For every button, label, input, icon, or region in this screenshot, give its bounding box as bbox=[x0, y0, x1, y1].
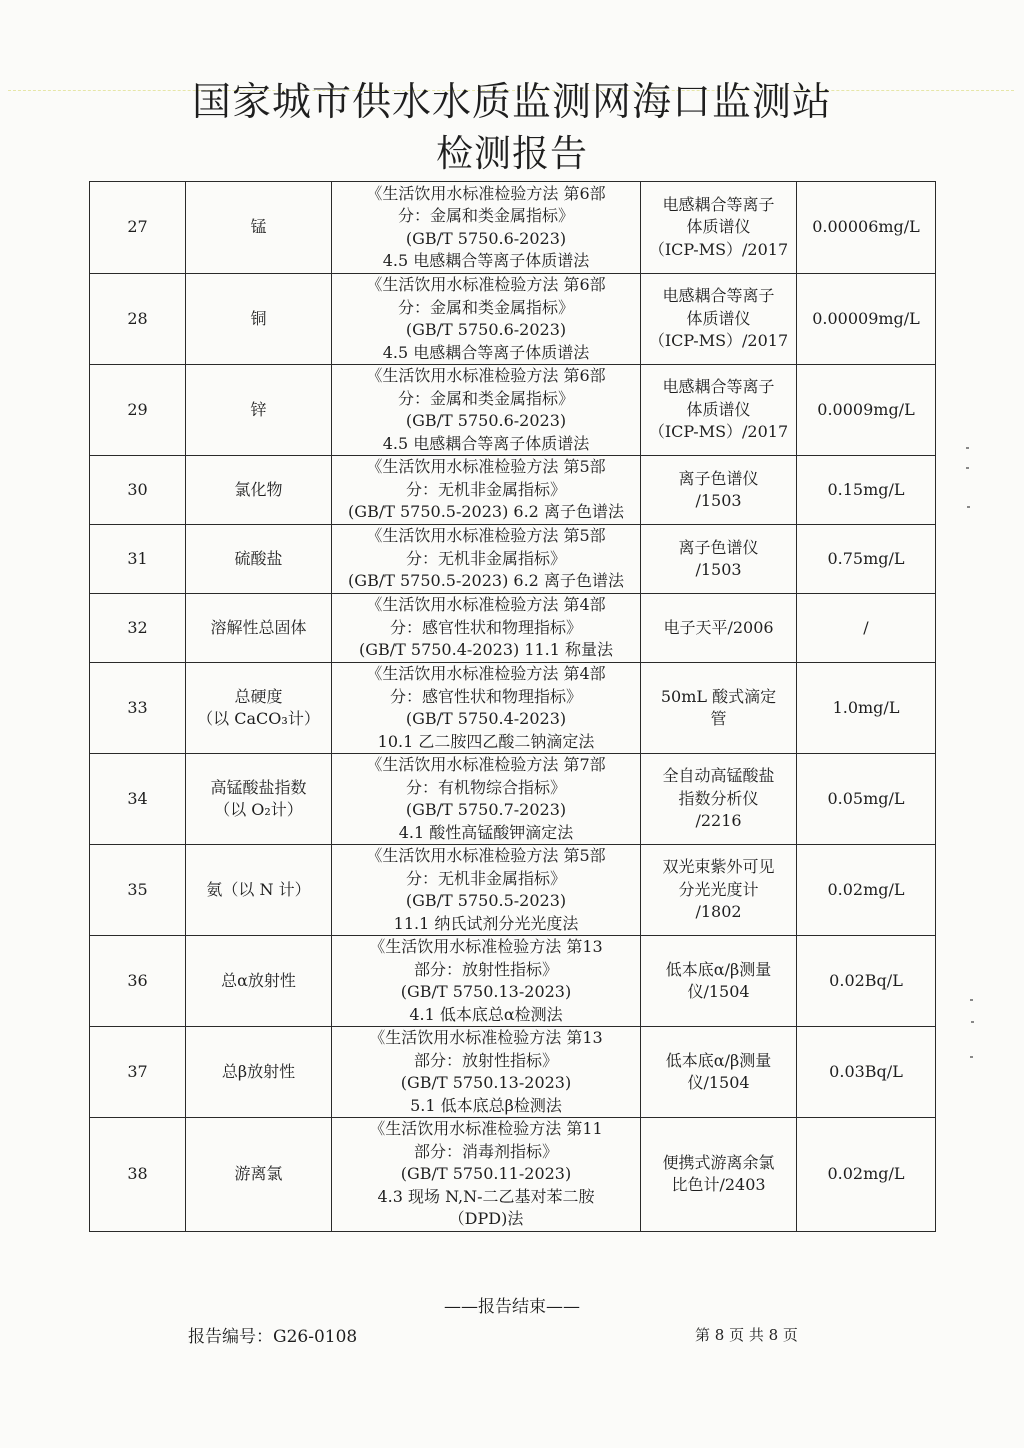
scan-speck bbox=[967, 506, 970, 508]
test-method-cell: 《生活饮用水标准检验方法 第7部 分：有机物综合指标》 (GB/T 5750.7-2023) 4.1 酸性高锰酸钾滴定法 bbox=[332, 754, 641, 845]
test-method-cell: 《生活饮用水标准检验方法 第6部 分：金属和类金属指标》 (GB/T 5750.6-2023) 4.5 电感耦合等离子体质谱法 bbox=[332, 182, 641, 274]
test-method-cell: 《生活饮用水标准检验方法 第5部 分：无机非金属指标》 (GB/T 5750.5-2023) 6.2 离子色谱法 bbox=[332, 525, 641, 594]
test-item-cell: 溶解性总固体 bbox=[186, 594, 332, 663]
scan-speck bbox=[970, 1056, 973, 1058]
test-item-cell: 氨（以 N 计） bbox=[186, 845, 332, 936]
page-number: 第 8 页 共 8 页 bbox=[695, 1326, 798, 1344]
table-row bbox=[90, 456, 936, 525]
instrument-cell: 离子色谱仪 /1503 bbox=[641, 456, 797, 525]
test-method-cell: 《生活饮用水标准检验方法 第11 部分：消毒剂指标》 (GB/T 5750.11-2023) 4.3 现场 N,N-二乙基对苯二胺 （DPD)法 bbox=[332, 1118, 641, 1232]
table-row bbox=[90, 663, 936, 754]
test-method-cell: 《生活饮用水标准检验方法 第6部 分：金属和类金属指标》 (GB/T 5750.6-2023) 4.5 电感耦合等离子体质谱法 bbox=[332, 365, 641, 456]
report-title: 国家城市供水水质监测网海口监测站 bbox=[191, 80, 832, 125]
row-number-cell: 30 bbox=[90, 456, 186, 525]
row-number-cell: 33 bbox=[90, 663, 186, 754]
table-row bbox=[90, 365, 936, 456]
test-item-cell: 锌 bbox=[186, 365, 332, 456]
scan-speck bbox=[970, 999, 973, 1001]
row-number-cell: 38 bbox=[90, 1118, 186, 1232]
test-item-cell: 硫酸盐 bbox=[186, 525, 332, 594]
report-number: 报告编号：G26-0108 bbox=[188, 1327, 358, 1347]
test-method-cell: 《生活饮用水标准检验方法 第5部 分：无机非金属指标》 (GB/T 5750.5-2023) 11.1 纳氏试剂分光光度法 bbox=[332, 845, 641, 936]
instrument-cell: 便携式游离余氯 比色计/2403 bbox=[641, 1118, 797, 1232]
table-row bbox=[90, 274, 936, 365]
instrument-cell: 电感耦合等离子 体质谱仪 （ICP-MS）/2017 bbox=[641, 274, 797, 365]
test-method-cell: 《生活饮用水标准检验方法 第4部 分：感官性状和物理指标》 (GB/T 5750.4-2023) 10.1 乙二胺四乙酸二钠滴定法 bbox=[332, 663, 641, 754]
results-table bbox=[89, 181, 936, 1232]
table-row bbox=[90, 1027, 936, 1118]
instrument-cell: 全自动高锰酸盐 指数分析仪 /2216 bbox=[641, 754, 797, 845]
instrument-cell: 低本底α/β测量 仪/1504 bbox=[641, 1027, 797, 1118]
row-number-cell: 27 bbox=[90, 182, 186, 274]
detection-limit-cell: 0.02mg/L bbox=[797, 845, 936, 936]
detection-limit-cell: 0.00006mg/L bbox=[797, 182, 936, 274]
test-method-cell: 《生活饮用水标准检验方法 第5部 分：无机非金属指标》 (GB/T 5750.5-2023) 6.2 离子色谱法 bbox=[332, 456, 641, 525]
test-item-cell: 总α放射性 bbox=[186, 936, 332, 1027]
test-item-cell: 总β放射性 bbox=[186, 1027, 332, 1118]
row-number-cell: 35 bbox=[90, 845, 186, 936]
instrument-cell: 双光束紫外可见 分光光度计 /1802 bbox=[641, 845, 797, 936]
table-row bbox=[90, 594, 936, 663]
scan-speck bbox=[971, 1021, 974, 1023]
test-item-cell: 总硬度 （以 CaCO₃计） bbox=[186, 663, 332, 754]
table-row bbox=[90, 845, 936, 936]
table-row bbox=[90, 182, 936, 274]
detection-limit-cell: 0.15mg/L bbox=[797, 456, 936, 525]
detection-limit-cell: 1.0mg/L bbox=[797, 663, 936, 754]
scan-speck bbox=[966, 467, 969, 469]
detection-limit-cell: 0.75mg/L bbox=[797, 525, 936, 594]
row-number-cell: 31 bbox=[90, 525, 186, 594]
table-body bbox=[90, 182, 936, 1232]
report-subtitle: 检测报告 bbox=[436, 132, 588, 175]
table-row bbox=[90, 525, 936, 594]
instrument-cell: 电感耦合等离子 体质谱仪 （ICP-MS）/2017 bbox=[641, 365, 797, 456]
instrument-cell: 电感耦合等离子 体质谱仪 （ICP-MS）/2017 bbox=[641, 182, 797, 274]
detection-limit-cell: 0.0009mg/L bbox=[797, 365, 936, 456]
detection-limit-cell: / bbox=[797, 594, 936, 663]
scan-speck bbox=[966, 447, 969, 449]
test-item-cell: 氯化物 bbox=[186, 456, 332, 525]
instrument-cell: 电子天平/2006 bbox=[641, 594, 797, 663]
test-item-cell: 高锰酸盐指数 （以 O₂计） bbox=[186, 754, 332, 845]
detection-limit-cell: 0.03Bq/L bbox=[797, 1027, 936, 1118]
instrument-cell: 离子色谱仪 /1503 bbox=[641, 525, 797, 594]
test-item-cell: 锰 bbox=[186, 182, 332, 274]
table-row bbox=[90, 936, 936, 1027]
table-row bbox=[90, 754, 936, 845]
test-item-cell: 游离氯 bbox=[186, 1118, 332, 1232]
detection-limit-cell: 0.00009mg/L bbox=[797, 274, 936, 365]
test-item-cell: 铜 bbox=[186, 274, 332, 365]
row-number-cell: 36 bbox=[90, 936, 186, 1027]
detection-limit-cell: 0.02Bq/L bbox=[797, 936, 936, 1027]
row-number-cell: 28 bbox=[90, 274, 186, 365]
row-number-cell: 37 bbox=[90, 1027, 186, 1118]
row-number-cell: 29 bbox=[90, 365, 186, 456]
instrument-cell: 50mL 酸式滴定 管 bbox=[641, 663, 797, 754]
row-number-cell: 34 bbox=[90, 754, 186, 845]
detection-limit-cell: 0.05mg/L bbox=[797, 754, 936, 845]
detection-limit-cell: 0.02mg/L bbox=[797, 1118, 936, 1232]
test-method-cell: 《生活饮用水标准检验方法 第4部 分：感官性状和物理指标》 (GB/T 5750.4-2023) 11.1 称量法 bbox=[332, 594, 641, 663]
table-row bbox=[90, 1118, 936, 1232]
test-method-cell: 《生活饮用水标准检验方法 第13 部分：放射性指标》 (GB/T 5750.13-2023) 5.1 低本底总β检测法 bbox=[332, 1027, 641, 1118]
test-method-cell: 《生活饮用水标准检验方法 第13 部分：放射性指标》 (GB/T 5750.13-2023) 4.1 低本底总α检测法 bbox=[332, 936, 641, 1027]
report-end-text: ——报告结束—— bbox=[444, 1297, 580, 1317]
instrument-cell: 低本底α/β测量 仪/1504 bbox=[641, 936, 797, 1027]
test-method-cell: 《生活饮用水标准检验方法 第6部 分：金属和类金属指标》 (GB/T 5750.6-2023) 4.5 电感耦合等离子体质谱法 bbox=[332, 274, 641, 365]
row-number-cell: 32 bbox=[90, 594, 186, 663]
